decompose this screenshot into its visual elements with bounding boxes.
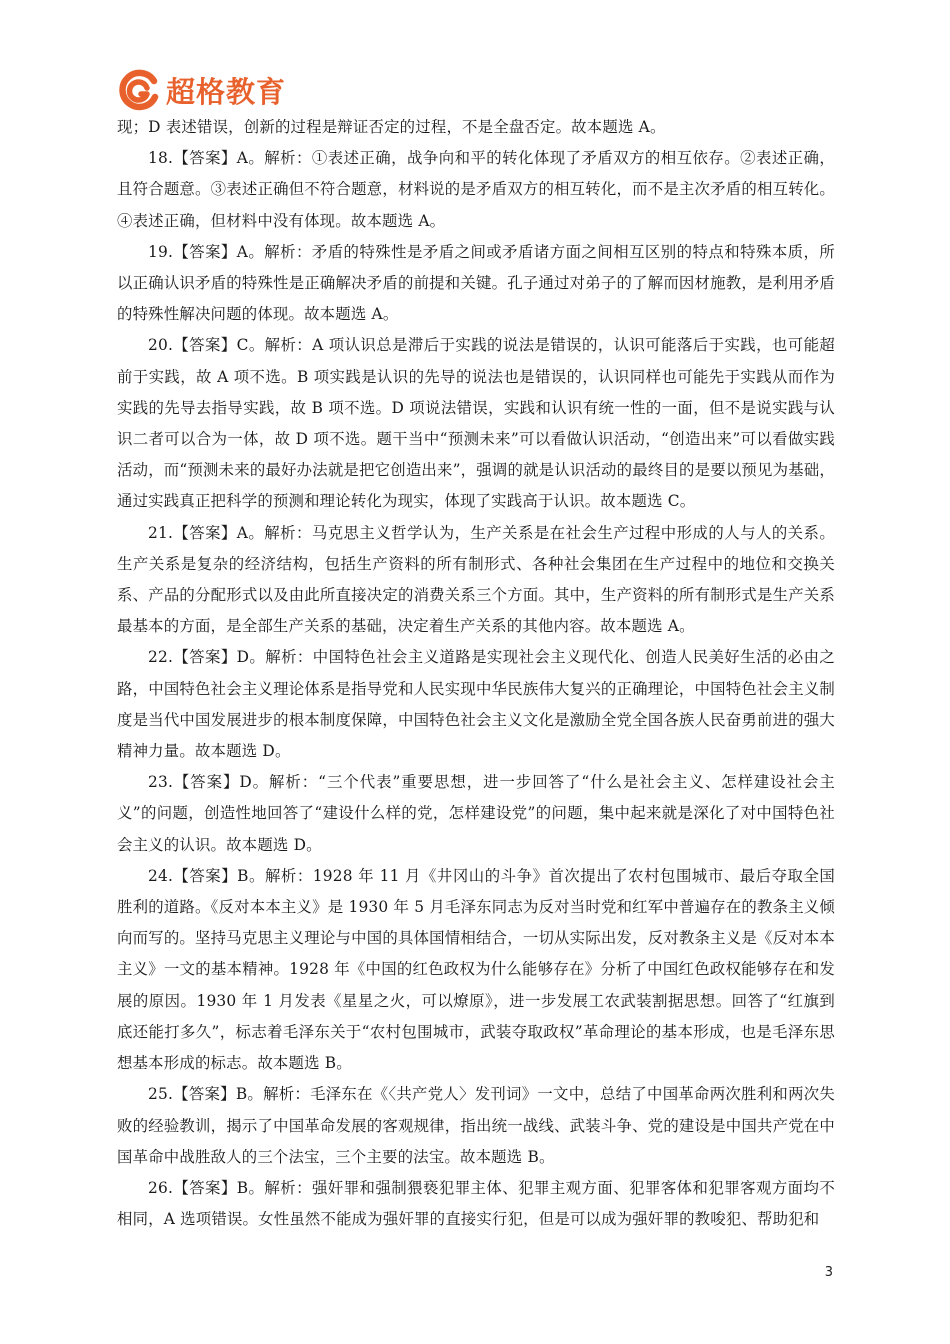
document-body: [117, 112, 835, 1235]
paragraph-continuation: 现；D 表述错误，创新的过程是辩证否定的过程，不是全盘否定。故本题选 A。: [117, 118, 666, 136]
answer-23: 23.【答案】D。解析：“三个代表”重要思想，进一步回答了“什么是社会主义、怎样建设社会主义”的问题，创造性地回答了“建设什么样的党，怎样建设党”的问题，集中起来就是深化了对中国特色社会主义的认识。故本题选 D。: [117, 773, 835, 854]
answer-25: 25.【答案】B。解析：毛泽东在《〈共产党人〉发刊词》一文中，总结了中国革命两次胜利和两次失败的经验教训，揭示了中国革命发展的客观规律，指出统一战线、武装斗争、党的建设是中国共产党在中国革命中战胜敌人的三个法宝，三个主要的法宝。故本题选 B。: [117, 1085, 835, 1166]
answer-26: 26.【答案】B。解析：强奸罪和强制猥亵犯罪主体、犯罪主观方面、犯罪客体和犯罪客观方面均不相同，A 选项错误。女性虽然不能成为强奸罪的直接实行犯，但是可以成为强奸罪的教唆犯、帮助犯和: [117, 1178, 835, 1229]
answer-24: 24.【答案】B。解析：1928 年 11 月《井冈山的斗争》首次提出了农村包围城市、最后夺取全国胜利的道路。《反对本本主义》是 1930 年 5 月毛泽东同志为反对当时党和红军中普遍存在的教条主义倾向而写的。坚持马克思主义理论与中国的具体国情相结合，一切从实际出发，反对教条主义是《反对本本主义》一文的基本精神。1928 年《中国的红色政权为什么能够存在》分析了中国红色政权能够存在和发展的原因。1930 年 1 月发表《星星之火，可以燎原》，进一步发展工农武装割据思想。回答了“红旗到底还能打多久”，标志着毛泽东关于“农村包围城市，武装夺取政权”革命理论的基本形成，也是毛泽东思想基本形成的标志。故本题选 B。: [117, 866, 835, 1073]
answer-20: 20.【答案】C。解析：A 项认识总是滞后于实践的说法是错误的，认识可能落后于实践，也可能超前于实践，故 A 项不选。B 项实践是认识的先导的说法也是错误的，认识同样也可能先于实践从而作为实践的先导去指导实践，故 B 项不选。D 项说法错误，实践和认识有统一性的一面，但不是说实践与认识二者可以合为一体，故 D 项不选。题干当中“预测未来”可以看做认识活动，“创造出来”可以看做实践活动，而“预测未来的最好办法就是把它创造出来”，强调的就是认识活动的最终目的是要以预见为基础，通过实践真正把科学的预测和理论转化为现实，体现了实践高于认识。故本题选 C。: [117, 336, 835, 511]
brand-logo: [118, 68, 286, 112]
answer-21: 21.【答案】A。解析：马克思主义哲学认为，生产关系是在社会生产过程中形成的人与人的关系。生产关系是复杂的经济结构，包括生产资料的所有制形式、各种社会集团在生产过程中的地位和交换关系、产品的分配形式以及由此所直接决定的消费关系三个方面。其中，生产资料的所有制形式是生产关系最基本的方面，是全部生产关系的基础，决定着生产关系的其他内容。故本题选 A。: [117, 523, 835, 636]
answer-22: 22.【答案】D。解析：中国特色社会主义道路是实现社会主义现代化、创造人民美好生活的必由之路，中国特色社会主义理论体系是指导党和人民实现中华民族伟大复兴的正确理论，中国特色社会主义制度是当代中国发展进步的根本制度保障，中国特色社会主义文化是激励全党全国各族人民奋勇前进的强大精神力量。故本题选 D。: [117, 648, 835, 761]
answer-18: 18.【答案】A。解析：①表述正确，战争向和平的转化体现了矛盾双方的相互依存。②表述正确，且符合题意。③表述正确但不符合题意，材料说的是矛盾双方的相互转化，而不是主次矛盾的相互转化。④表述正确，但材料中没有体现。故本题选 A。: [117, 149, 835, 230]
logo-text: 超格教育: [166, 74, 287, 109]
answer-19: 19.【答案】A。解析：矛盾的特殊性是矛盾之间或矛盾诸方面之间相互区别的特点和特殊本质，所以正确认识矛盾的特殊性是正确解决矛盾的前提和关键。孔子通过对弟子的了解而因材施教，是利用矛盾的特殊性解决问题的体现。故本题选 A。: [117, 242, 835, 324]
page-number: 3: [824, 1265, 833, 1280]
cg-logo-icon: [118, 69, 160, 111]
